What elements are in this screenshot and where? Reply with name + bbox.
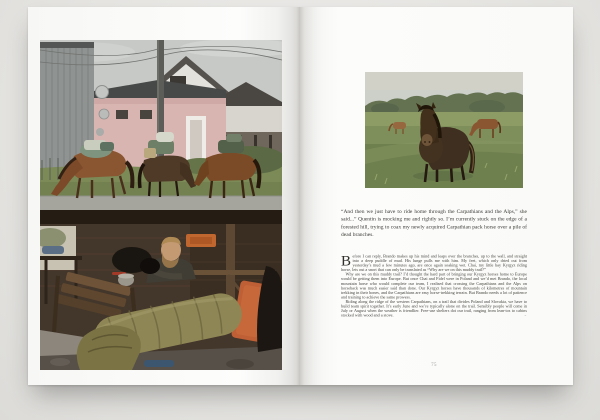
- right-page: [300, 7, 573, 385]
- article-body: [341, 254, 527, 346]
- paragraph-3-text: Riding along the ridge of the western Carpathians, on a trail that divides Poland and Slovakia, we have to build team spirit together. It’s early June and we’re typically alone on the trail. Sensibly people will come in July or August when the weather is friendlier. Free-use shelters dot our trail, ranging from lean-tos to cabins stocked with wood and a stove.: [341, 299, 527, 318]
- photo-shelter-camp: [40, 210, 282, 370]
- pull-quote-block: [341, 208, 527, 244]
- photo-horse-pasture: [365, 72, 523, 188]
- pull-quote-text: “And then we just have to ride home through the Carpathians and the Alps,” she said...” Quentin is mocking me and rightly so. I’m currently stuck on the edge of a forested hill, trying to coax my newly acquired Carpathian pack horse over a pile of dead branches.: [341, 208, 527, 238]
- drop-cap: B: [341, 254, 352, 269]
- article-paragraph-2: Why are we on this muddy trail? I’d thought the hard part of bringing our Kyrgyz horses home to Europe would be getting them into Europe. But once Chai and Fidel were in Poland and we’d met Brando, the local mountain horse who would complete our team, I realised that crossing the Carpathians and the Alps on horseback was much easier said than done. Our Kyrgyz horses have thousands of kilometres of mountain trekking in their bones, and the Carpathians are easy horse-trekking terrain. But Brando needs a lot of patience and training to achieve the same prowess.: [341, 272, 527, 300]
- pack-horses-village-illustration: [40, 40, 282, 210]
- photo-pack-horses-village: [40, 40, 282, 210]
- left-page: [28, 7, 300, 385]
- article-paragraph-3: [341, 299, 527, 317]
- page-number: 75: [431, 363, 437, 368]
- continuation-mark: →: [523, 313, 527, 318]
- shelter-camp-illustration: [40, 210, 282, 370]
- magazine-spread: [28, 7, 573, 385]
- article-paragraph-1: [341, 254, 527, 272]
- paragraph-1-text: efore I can reply, Brando makes up his mind and leaps over the branches, up to the wall, and straight into a deep puddle of mud. His lunge pulls me with him. My feet, which only dried out from yesterday’s mud a few minutes ago, are once again soaking wet. Chai, my little bay Kyrgyz riding horse, lets out a snort that can only be translated as “Why are we on this muddy trail?”: [341, 254, 527, 273]
- horse-pasture-illustration: [365, 72, 523, 188]
